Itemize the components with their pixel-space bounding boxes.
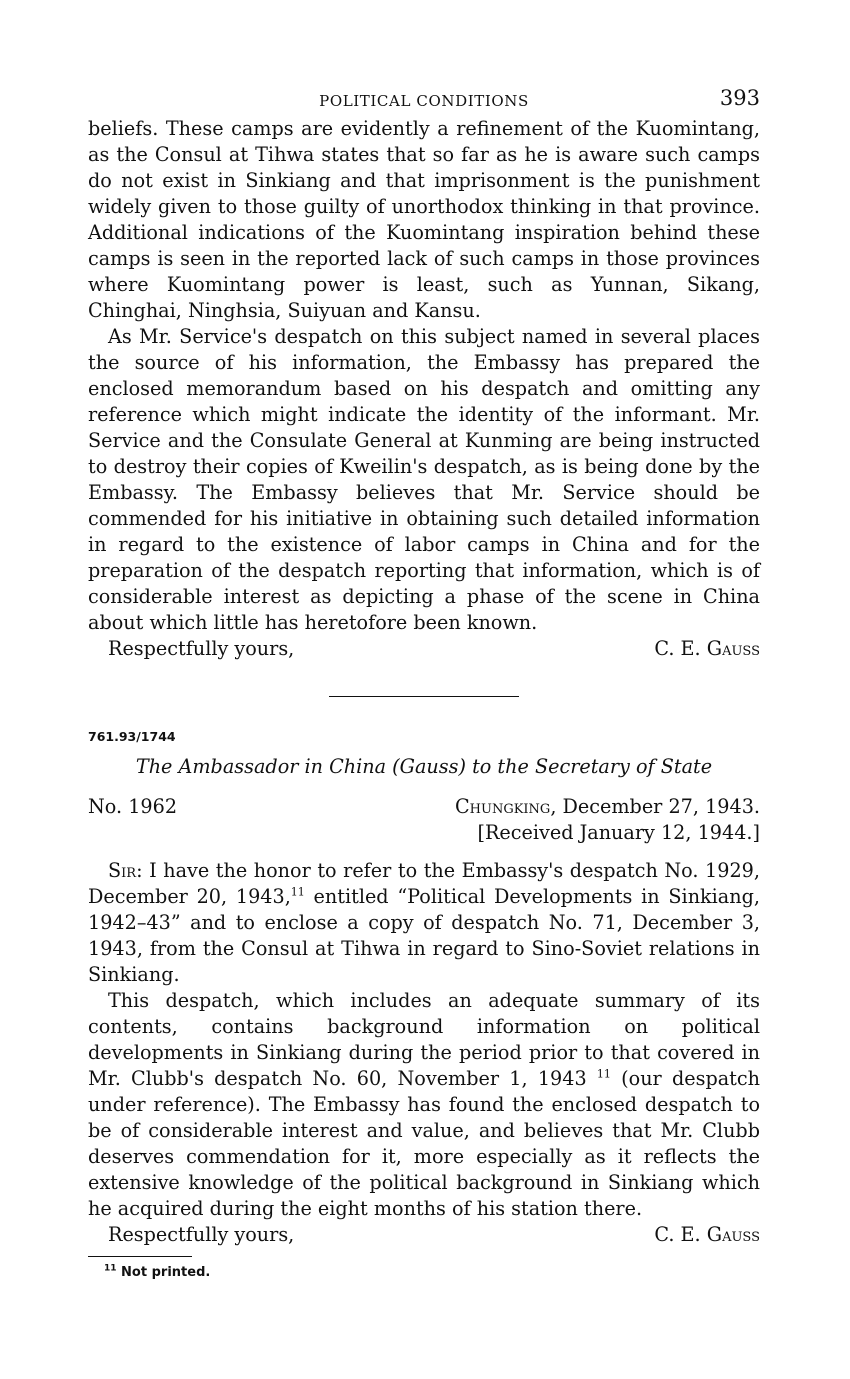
despatch-number: No. 1962 <box>88 795 178 818</box>
salutation: Sir <box>108 859 137 882</box>
place-date <box>455 794 760 820</box>
page-number: 393 <box>719 86 760 110</box>
footnote-marker: 11 <box>104 1263 117 1274</box>
dateline <box>88 794 760 820</box>
place: Chungking <box>454 795 551 818</box>
letter2-paragraph-1-text-b: entitled “Political Developments in Sinkiang, 1942–43” and to enclose a copy of despatch No. 71, December 3, 1943, from the Consul at Tihwa in regard to Sino-Soviet relations in Sinkiang. <box>88 885 760 986</box>
running-head: POLITICAL CONDITIONS <box>319 92 529 110</box>
letter1-paragraph-2: As Mr. Service's despatch on this subject named in several places the source of his information, the Embassy has prepared the enclosed memorandum based on his despatch and omitting any reference which might indicate the identity of the informant. Mr. Service and the Consulate General at Kunming are being instructed to destroy their copies of Kweilin's despatch, as is being done by the Embassy. The Embassy believes that Mr. Service should be commended for his initiative in obtaining such detailed information in regard to the existence of labor camps in China and for the preparation of the despatch reporting that information, which is of considerable interest as depicting a phase of the scene in China about which little has heretofore been known. <box>88 325 760 634</box>
document-page <box>88 84 760 1280</box>
letter2-paragraph-1 <box>88 858 760 988</box>
date: , December 27, 1943. <box>550 795 760 818</box>
received-date: [Received January 12, 1944.] <box>477 821 760 844</box>
footnote <box>88 1265 760 1280</box>
footnote-reference: 11 <box>290 885 305 899</box>
letter2-closing: Respectfully yours, <box>108 1223 295 1246</box>
letter2-signature: C. E. Gauss <box>654 1223 760 1246</box>
letter2-paragraph-2-text-b: (our despatch under reference). The Embassy has found the enclosed despatch to be of considerable interest and value, and believes that Mr. Clubb deserves commendation for it, more especially as it reflects the extensive knowledge of the political background in Sinkiang which he acquired during the eight months of his station there. <box>88 1067 760 1220</box>
page-header <box>88 84 760 114</box>
letter1-paragraph-1: beliefs. These camps are evidently a refinement of the Kuomintang, as the Consul at Tihwa states that so far as he is aware such camps do not exist in Sinkiang and that imprisonment is the punishment widely given to those guilty of unorthodox thinking in that province. Additional indications of the Kuomintang inspiration behind these camps is seen in the reported lack of such camps in those provinces where Kuomintang power is least, such as Yunnan, Sikang, Chinghai, Ninghsia, Suiyuan and Kansu. <box>88 117 760 322</box>
file-number: 761.93/1744 <box>88 729 176 744</box>
letter2-signoff <box>88 1222 760 1248</box>
footnote-text: Not printed. <box>116 1265 211 1280</box>
footnote-divider <box>88 1256 192 1257</box>
letter2-paragraph-2-text-a: This despatch, which includes an adequate summary of its contents, contains background information on political developments in Sinkiang during the period prior to that covered in Mr. Clubb's despatch No. 60, November 1, 1943 <box>88 989 760 1090</box>
footnote-reference: 11 <box>596 1067 611 1081</box>
letter2-paragraph-1-text-a: : I have the honor to refer to the Embassy's despatch No. 1929, December 20, 1943, <box>88 859 760 908</box>
section-divider <box>329 696 519 697</box>
letter2-paragraph-2 <box>88 988 760 1222</box>
letter1-signature: C. E. Gauss <box>654 637 760 660</box>
letter1-signoff <box>88 636 760 662</box>
document-title: The Ambassador in China (Gauss) to the Secretary of State <box>135 755 713 778</box>
letter1-closing: Respectfully yours, <box>108 637 295 660</box>
